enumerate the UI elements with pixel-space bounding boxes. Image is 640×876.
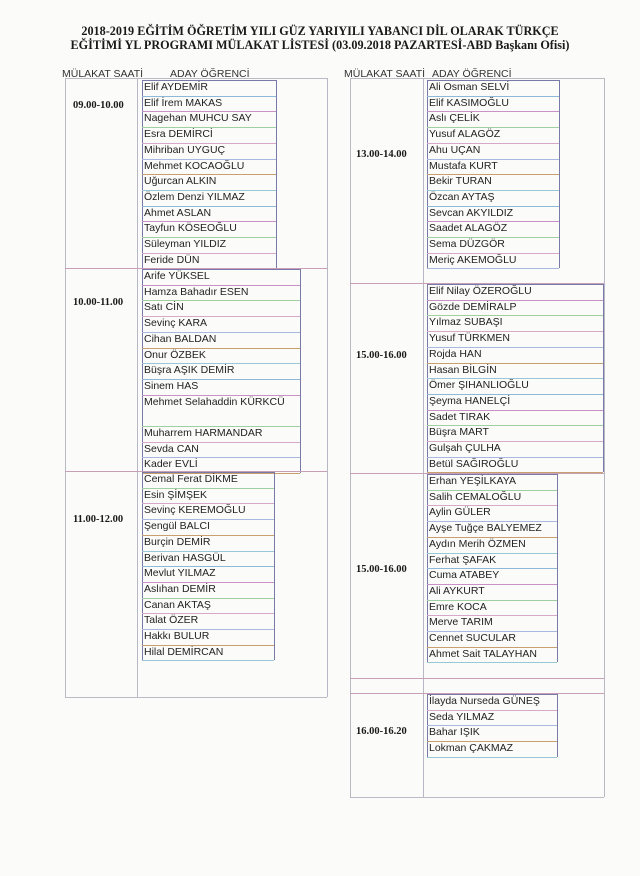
candidate-name: Muharrem HARMANDAR [144, 427, 263, 439]
candidate-name: Hakkı BULUR [144, 630, 210, 642]
candidate-name: Elif AYDEMİR [144, 81, 208, 93]
candidate-name: Mehmet KOCAOĞLU [144, 159, 245, 172]
time-slot: 15.00-16.00 [356, 564, 407, 575]
candidate-name: Hasan BİLGİN [429, 363, 497, 376]
candidate-name: Saadet ALAGÖZ [429, 222, 508, 235]
candidate-name: Hilal DEMİRCAN [144, 645, 224, 658]
table-rule [350, 797, 604, 798]
candidate-name: Onur ÖZBEK [144, 348, 206, 361]
candidate-name: Elif İrem MAKAS [144, 96, 223, 109]
table-border [137, 78, 138, 697]
candidate-name: Esin ŞİMŞEK [144, 488, 208, 501]
candidate-name: Bekir TURAN [429, 175, 492, 188]
candidate-name: Gulşah ÇULHA [429, 442, 501, 454]
candidate-name: Aydın Merih ÖZMEN [429, 537, 526, 550]
table-rule [350, 678, 604, 679]
candidate-name: Özlem Denzi YILMAZ [144, 190, 245, 203]
page-title-line-2: EĞİTİMİ YL PROGRAMI MÜLAKAT LİSTESİ (03.09.2018 PAZARTESİ-ABD Başkanı Ofisi) [70, 38, 570, 52]
page-title-line-1: 2018-2019 EĞİTİM ÖĞRETİM YILI GÜZ YARIYILI YABANCI DİL OLARAK TÜRKÇE [81, 24, 559, 38]
candidate-name: Süleyman YILDIZ [144, 238, 227, 250]
candidate-name: Burçin DEMİR [144, 535, 211, 548]
candidate-name: Ahmet ASLAN [144, 206, 212, 219]
candidate-name: Ayşe Tuğçe BALYEMEZ [429, 522, 542, 535]
candidate-name: Cennet SUCULAR [429, 632, 516, 644]
candidate-name: Salih CEMALOĞLU [429, 490, 522, 503]
candidate-name: Bahar IŞIK [429, 726, 480, 739]
right-col-header-candidate: ADAY ÖĞRENCİ [432, 68, 512, 80]
table-border [559, 80, 560, 268]
left-col-header-time: MÜLAKAT SAATİ [62, 68, 144, 80]
candidate-name: Cemal Ferat DİKME [144, 473, 238, 485]
table-rule [427, 662, 557, 663]
candidate-name: Betül SAĞIROĞLU [429, 457, 519, 470]
candidate-name: Rojda HAN [429, 347, 482, 360]
table-rule [65, 697, 327, 698]
candidate-name: Mehmet Selahaddin KÜRKCÜ [144, 395, 285, 408]
candidate-name: Ali Osman SELVİ [429, 81, 510, 93]
table-rule [427, 757, 557, 758]
table-rule [427, 268, 559, 269]
candidate-name: Erhan YEŞİLKAYA [429, 475, 516, 487]
table-border [300, 269, 301, 473]
table-border [603, 284, 604, 472]
table-border [423, 78, 424, 797]
candidate-name: Elif Nilay ÖZEROĞLU [429, 285, 532, 297]
table-rule [350, 78, 604, 79]
candidate-name: Talat ÖZER [144, 614, 199, 627]
candidate-name: Aslıhan DEMİR [144, 582, 216, 595]
candidate-name: Yusuf TÜRKMEN [429, 332, 510, 345]
candidate-name: Feride DÜN [144, 253, 200, 266]
candidate-name: Canan AKTAŞ [144, 598, 211, 611]
candidate-name: Ahu UÇAN [429, 143, 481, 156]
candidate-name: Özcan AYTAŞ [429, 190, 495, 203]
table-border [274, 472, 275, 660]
candidate-name: Sema DÜZGÖR [429, 238, 505, 250]
left-col-header-candidate: ADAY ÖĞRENCİ [170, 68, 250, 80]
candidate-name: İlayda Nurseda GÜNEŞ [429, 695, 540, 707]
candidate-name: Mevlut YILMAZ [144, 567, 216, 580]
candidate-name: Büşra MART [429, 426, 489, 439]
candidate-name: Sevcan AKYILDIZ [429, 206, 514, 219]
candidate-name: Aylin GÜLER [429, 506, 491, 519]
candidate-name: Sevda CAN [144, 442, 199, 455]
candidate-name: Yusuf ALAGÖZ [429, 128, 501, 141]
candidate-name: Sinem HAS [144, 379, 199, 392]
candidate-name: Mihriban UYGUÇ [144, 143, 226, 156]
candidate-name: Hamza Bahadır ESEN [144, 285, 249, 298]
time-slot: 16.00-16.20 [356, 726, 407, 737]
table-rule [65, 78, 327, 79]
candidate-name: Merve TARIM [429, 616, 493, 629]
candidate-name: Arife YÜKSEL [144, 270, 210, 282]
candidate-name: Sevinç KEREMOĞLU [144, 504, 246, 517]
candidate-name: Şeyma HANELÇİ [429, 394, 511, 407]
right-col-header-time: MÜLAKAT SAATİ [344, 68, 426, 80]
time-slot: 11.00-12.00 [73, 514, 124, 525]
table-border [65, 78, 66, 697]
candidate-name: Elif KASIMOĞLU [429, 96, 509, 109]
candidate-name: Satı CİN [144, 301, 184, 314]
candidate-name: Şengül BALCI [144, 520, 210, 533]
candidate-name: Büşra AŞIK DEMİR [144, 364, 235, 377]
candidate-name: Uğurcan ALKIN [144, 175, 217, 188]
candidate-name: Cuma ATABEY [429, 569, 500, 582]
candidate-name: Gözde DEMİRALP [429, 300, 517, 313]
table-rule [142, 660, 274, 661]
candidate-name: Esra DEMİRCİ [144, 128, 213, 141]
candidate-name: Sevinç KARA [144, 317, 208, 330]
time-slot: 09.00-10.00 [73, 100, 124, 111]
candidate-name: Yılmaz SUBAŞI [429, 316, 503, 329]
table-border [604, 78, 605, 797]
candidate-name: Nagehan MUHCU SAY [144, 112, 252, 125]
candidate-name: Seda YILMAZ [429, 710, 495, 723]
candidate-name: Sadet TIRAK [429, 410, 491, 423]
table-border [327, 78, 328, 697]
candidate-name: Aslı ÇELİK [429, 112, 480, 125]
candidate-name: Ferhat ŞAFAK [429, 553, 497, 566]
table-border [557, 474, 558, 662]
time-slot: 15.00-16.00 [356, 350, 407, 361]
candidate-name: Mustafa KURT [429, 159, 498, 172]
candidate-name: Berivan HASGÜL [144, 551, 226, 564]
table-border [557, 694, 558, 757]
candidate-name: Tayfun KÖSEOĞLU [144, 222, 237, 235]
table-border [350, 78, 351, 797]
candidate-name: Ali AYKURT [429, 584, 485, 597]
time-slot: 10.00-11.00 [73, 297, 124, 308]
candidate-name: Emre KOCA [429, 600, 487, 613]
candidate-name: Kader EVLİ [144, 458, 198, 471]
table-border [276, 80, 277, 268]
candidate-name: Meriç AKEMOĞLU [429, 253, 517, 266]
candidate-name: Ahmet Sait TALAYHAN [429, 647, 537, 660]
candidate-name: Cihan BALDAN [144, 332, 217, 345]
candidate-name: Lokman ÇAKMAZ [429, 742, 514, 755]
candidate-name: Ömer ŞIHANLIOĞLU [429, 379, 529, 392]
time-slot: 13.00-14.00 [356, 149, 407, 160]
